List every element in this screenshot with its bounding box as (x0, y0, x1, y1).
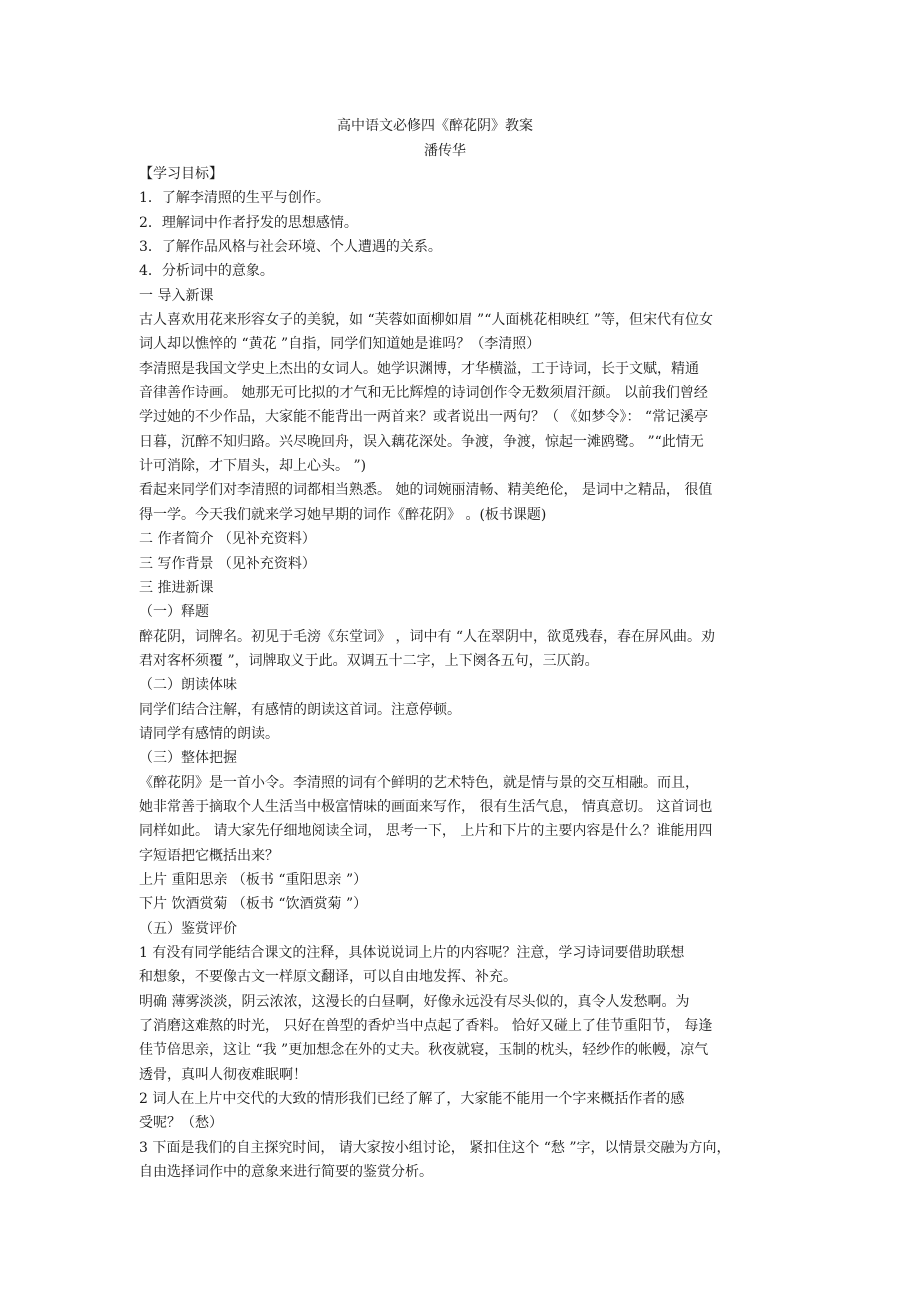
paragraph-line: 透骨，真叫人彻夜难眠啊！ (139, 1066, 307, 1083)
subsection-heading: （三）整体把握 (139, 750, 237, 767)
paragraph-line: 日暮，沉醉不知归路。兴尽晚回舟，误入藕花深处。争渡，争渡，惊起一滩鸥鹭。 ”“此情无 (139, 433, 704, 450)
document-title: 高中语文必修四《醉花阴》教案 (337, 118, 533, 134)
objective-item: 3．了解作品风格与社会环境、个人遭遇的关系。 (139, 239, 442, 256)
objective-item: 4．分析词中的意象。 (139, 263, 274, 280)
paragraph-line: 同样如此。 请大家先仔细地阅读全词， 思考一下， 上片和下片的主要内容是什么？谁能用四 (139, 823, 713, 840)
objective-item: 1．了解李清照的生平与创作。 (139, 190, 330, 207)
section-heading: 三 推进新课 (139, 579, 214, 596)
document-author: 潘传华 (424, 143, 466, 159)
paragraph-line: 学过她的不少作品，大家能不能背出一两首来？或者说出一两句？（ 《如梦令》： “常记溪亭 (139, 409, 709, 426)
paragraph-line: 同学们结合注解，有感情的朗读这首词。注意停顿。 (139, 701, 461, 718)
subsection-heading: （一）释题 (139, 604, 209, 621)
paragraph-line: 音律善作诗画。 她那无可比拟的才气和无比辉煌的诗词创作令无数须眉汗颜。 以前我们曾经 (139, 385, 708, 402)
paragraph-line: 古人喜欢用花来形容女子的美貌，如 “芙蓉如面柳如眉 ”“人面桃花相映红 ”等，但宋代有位女 (139, 312, 713, 329)
section-heading: 三 写作背景 （见补充资料） (139, 555, 316, 572)
paragraph-line: 得一学。今天我们就来学习她早期的词作《醉花阴》 。(板书课题) (139, 506, 547, 523)
paragraph-line: 了消磨这难熬的时光， 只好在兽型的香炉当中点起了香料。 恰好又碰上了佳节重阳节， 每逢 (139, 1018, 713, 1035)
paragraph-line: 计可消除，才下眉头，却上心头。 ”) (139, 458, 367, 475)
objective-item: 2．理解词中作者抒发的思想感情。 (139, 214, 358, 231)
paragraph-line: 2 词人在上片中交代的大致的情形我们已经了解了，大家能不能用一个字来概括作者的感 (139, 1091, 685, 1108)
section-heading: 二 作者简介 （见补充资料） (139, 531, 316, 548)
document-body (139, 162, 789, 1184)
subsection-heading: （五）鉴赏评价 (139, 920, 237, 937)
paragraph-line: 和想象，不要像古文一样原文翻译，可以自由地发挥、补充。 (139, 969, 517, 986)
paragraph-line: 佳节倍思亲，这让 “我 ”更加想念在外的丈夫。秋夜就寝，玉制的枕头，轻纱作的帐幔，凉气 (139, 1042, 709, 1059)
paragraph-line: 3 下面是我们的自主探究时间， 请大家按小组讨论， 紧扣住这个 “愁 ”字，以情景交融为方向， (139, 1139, 731, 1156)
paragraph-line: 明确 薄雾淡淡，阴云浓浓，这漫长的白昼啊，好像永远没有尽头似的，真令人发愁啊。为 (139, 993, 690, 1010)
paragraph-line: 下片 饮酒赏菊 （板书 “饮酒赏菊 ”） (139, 896, 368, 913)
paragraph-line: 词人却以憔悴的 “黄花 ”自指，同学们知道她是谁吗？（李清照） (139, 336, 541, 353)
section-heading: 一 导入新课 (139, 287, 214, 304)
section-heading-objectives: 【学习目标】 (139, 166, 223, 182)
paragraph-line: 李清照是我国文学史上杰出的女词人。她学识渊博，才华横溢，工于诗词，长于文赋，精通 (139, 360, 699, 377)
paragraph-line: 1 有没有同学能结合课文的注释，具体说说词上片的内容呢？注意，学习诗词要借助联想 (139, 945, 685, 961)
paragraph-line: 君对客杯须覆 ”，词牌取义于此。双调五十二字，上下阕各五句，三仄韵。 (139, 652, 599, 669)
paragraph-line: 自由选择词作中的意象来进行简要的鉴赏分析。 (139, 1164, 433, 1181)
paragraph-line: 请同学有感情的朗读。 (139, 725, 279, 742)
paragraph-line: 字短语把它概括出来？ (139, 847, 279, 864)
subsection-heading: （二）朗读体味 (139, 677, 237, 694)
paragraph-line: 受呢？（愁） (139, 1115, 223, 1132)
paragraph-line: 看起来同学们对李清照的词都相当熟悉。 她的词婉丽清畅、精美绝伦， 是词中之精品， 很值 (139, 482, 713, 499)
paragraph-line: 她非常善于摘取个人生活当中极富情味的画面来写作， 很有生活气息， 情真意切。 这首词也 (139, 798, 713, 815)
paragraph-line: 醉花阴，词牌名。初见于毛滂《东堂词》 ，词中有 “人在翠阴中，欲觅残春，春在屏风曲。劝 (139, 628, 716, 645)
paragraph-line: 上片 重阳思亲 （板书 “重阳思亲 ”） (139, 871, 368, 888)
paragraph-line: 《醉花阴》是一首小令。李清照的词有个鲜明的艺术特色，就是情与景的交互相融。而且， (139, 774, 699, 791)
